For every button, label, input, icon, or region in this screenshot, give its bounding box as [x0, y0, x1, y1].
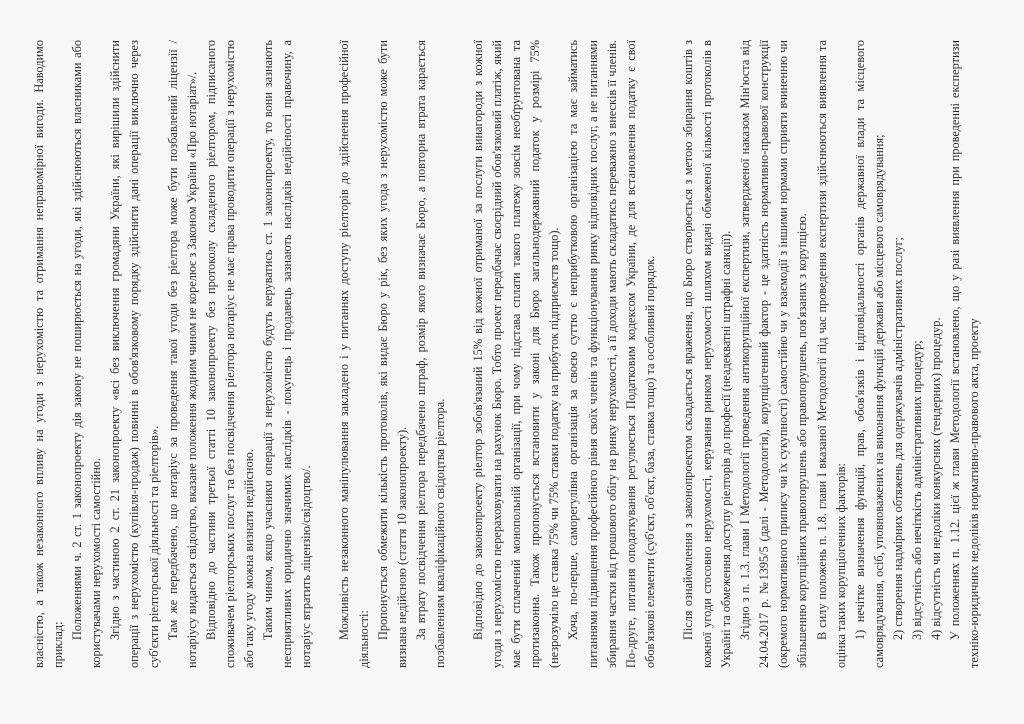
- list-item-4: 4) відсутність чи недоліки конкурсних (тендерних) процедур.: [929, 317, 944, 640]
- paragraph-9: Відповідно до законопроекту ріелтор зобов'язаний 15% від кожної отриманої за послуги винагороди з кожної угоди з нерухомістю перераховувати на рахунок Бюро. Тобто проект передбачає своєрідний обов'язковий платіж, який має бути сплачений монопольній організації, при чому підстава сплати такого платежу зовсім необґрунтована та протизаконна. Також пропонується встановити у законі для Бюро загальнодержавний податок у розмірі 75% (незрозуміло це ставка 75% чи 75% ставки податку на прибуток підприємств тощо).: [470, 40, 562, 668]
- top-fragment: власністю, а також незаконного впливу на угоди з нерухомістю та отримання неправомірної вигоди. Наводимо приклад:: [32, 40, 66, 668]
- list-item-2: 2) створення надмірних обтяжень для одержувачів адміністративних послуг;: [890, 237, 905, 640]
- paragraph-14: У положеннях п. 1.12. цієї ж глави Методології встановлено, що у разі виявлення при проведенні експертизи техніко-юридичних недоліків нормативно-правового акта, проекту: [948, 40, 982, 668]
- paragraph-12: Згідно з п. 1.3. глави І Методології проведення антикорупційної експертизи, затвердженої наказом Мін'юста від 24.04.2017 р. №1395/5 (далі - Методологія), корупціогенний фактор - це здатність нормативно-правової конструкції (окремого нормативного припису чи їх сукупності) самостійно чи у взаємодії з іншими нормами сприяти вчиненню чи збільшенню корупційних правопорушень або правопорушень, пов'язаних з корупцією.: [738, 40, 810, 668]
- paragraph-2: Згідно з частиною 2 ст. 21 законопроекту «всі без виключення громадяни України, які вирішили здійснити операції з нерухомістю (купівля-продаж) повинні в обов'язковому порядку здійснити дані операції виключно через суб'єкти ріелторської діяльності та ріелторів».: [108, 40, 161, 668]
- paragraph-4: Відповідно до частини третьої статті 10 законопроекту без протоколу складеного ріелтором, підписаного споживачем ріелторських послуг та без посвідчення ріелтора нотаріус не має права проводити операції з нерухомістю або таку угоду можна визнати недійсною.: [203, 40, 257, 668]
- paragraph-6: Можливість незаконного маніпулювання закладено і у питаннях доступу ріелторів до здійснення професійної діяльності:: [337, 40, 371, 668]
- list-item-1: 1) нечітке визначення функцій, прав, обов'язків і відповідальності органів державної влади та місцевого самоврядування, осіб, уповноважених на виконання функцій держави або місцевого самоврядування;: [852, 40, 886, 668]
- paragraph-13: В силу положень п. 1.8. глави І вказаної Методології під час проведення експертизи здійснюються виявлення та оцінка таких корупціогенних факторів:: [814, 40, 848, 668]
- paragraph-11: Після ознайомлення з законопроектом складається враження, що Бюро створюється з метою збирання коштів з кожної угоди стосовно нерухомості, керування ринком нерухомості шляхом видачі обмеженої кількості протоколів в Україні та обмеження доступу ріелторів до професії (неадекватні штрафні санкції).: [680, 40, 734, 668]
- blank-line: [660, 40, 679, 668]
- paragraph-10: Хоча, по-перше, саморегулівна організація за своєю суттю є неприбутковою організацією та має займатись питаннями підвищення професійного рівня своїх членів та функціонування ринку відповідних послуг, а не питаннями збирання частки від грошового обігу на ринку нерухомості, а її доходи мають складатись переважно з внесків її членів. По-друге, питання оподаткування регулюється Податковим кодексом України, де для встановлення податку є свої обов'язкові елементи (суб'єкт, об'єкт, база, ставка тощо) та особливий порядок.: [566, 40, 657, 668]
- blank-line: [450, 40, 469, 668]
- list-item-3: 3) відсутність або нечіткість адміністративних процедур;: [910, 340, 925, 640]
- paragraph-8: За втрату посвідчення ріелтора передбачено штраф, розмір якого визначає Бюро, а повторна втрата карається позбавленням кваліфікаційного свідоцтва ріелтора.: [413, 40, 447, 668]
- paragraph-1: Положеннями ч. 2 ст. 1 законопроекту дія закону не поширюється на угоди, які здійснюються власниками або користувачами нерухомості самостійно.: [70, 40, 104, 668]
- blank-line: [316, 40, 335, 668]
- paragraph-5: Таким чином, якщо учасники операції з нерухомістю будуть керуватись ст. 1 законопроекту, то вони зазнають несприятливих юридично значимих наслідків - покупець і продавець зазнають наслідків недійсності правочину, а нотаріус втратить ліцензію/свідоцтво/.: [261, 40, 314, 668]
- paragraph-3: Там же передбачено, що нотаріус за проведення такої угоди без ріелтора може бути позбавлений ліцензії /нотаріусу видається свідоцтво, вказане положення жодним чином не корелює з Законом України «Про нотаріат»/.: [165, 40, 199, 668]
- paragraph-7: Пропонується обмежити кількість протоколів, які видає Бюро у рік, без яких угода з нерухомістю може бути визнана недійсною (стаття 10 законопроекту).: [375, 40, 409, 668]
- document-body: [30, 40, 995, 668]
